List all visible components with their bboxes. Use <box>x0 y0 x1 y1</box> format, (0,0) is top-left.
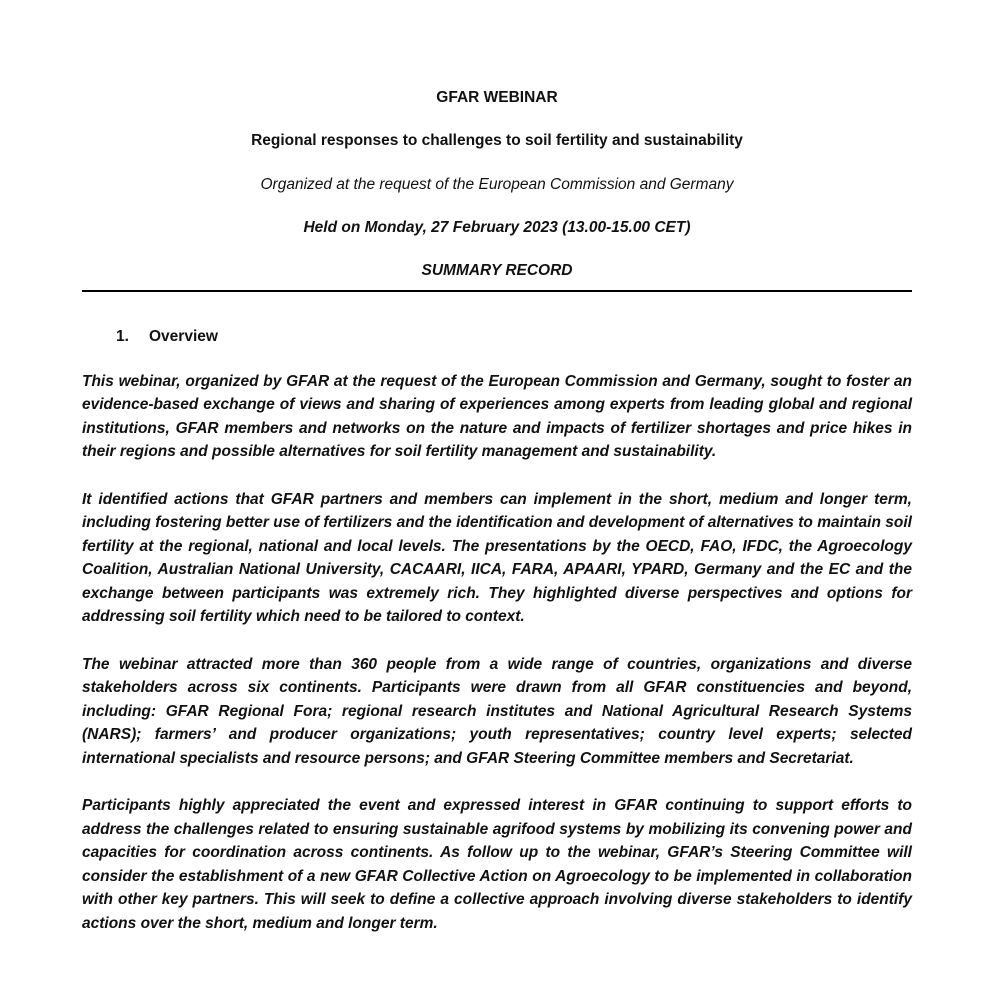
doc-organizer-line: Organized at the request of the European Commission and Germany <box>260 175 734 193</box>
doc-title: GFAR WEBINAR <box>436 89 558 106</box>
section-overview-heading <box>116 328 912 346</box>
paragraph-webinar-purpose: This webinar, organized by GFAR at the request of the European Commission and Germany, sought to foster an evidence-based exchange of views and sharing of experiences among experts from leading global and regional institutions, GFAR members and networks on the nature and impacts of fertilizer shortages and price hikes in their regions and possible alternatives for soil fertility management and sustainability. <box>82 372 912 460</box>
paragraph-attendance: The webinar attracted more than 360 people from a wide range of countries, organizations and diverse stakeholders across six continents. Participants were drawn from all GFAR constituencies and beyond, including: GFAR Regional Fora; regional research institutes and National Agricultural Research Systems (NARS); farmers’ and producer organizations; youth representatives; country level experts; selected international specialists and resource persons; and GFAR Steering Committee members and Secretariat. <box>82 655 912 767</box>
doc-date-line: Held on Monday, 27 February 2023 (13.00-15.00 CET) <box>303 219 691 237</box>
section-title: Overview <box>149 327 218 345</box>
summary-record-heading: SUMMARY RECORD <box>82 262 912 292</box>
paragraph-identified-actions: It identified actions that GFAR partners and members can implement in the short, medium and longer term, including fostering better use of fertilizers and the identification and development of alternatives to maintain soil fertility at the regional, national and local levels. The presentations by the OECD, FAO, IFDC, the Agroecology Coalition, Australian National University, CACAARI, IICA, FARA, APAARI, YPARD, Germany and the EC and the exchange between participants was extremely rich. They highlighted diverse perspectives and options for addressing soil fertility which need to be tailored to context. <box>82 490 912 625</box>
section-number: 1. <box>116 327 129 345</box>
paragraph-followup: Participants highly appreciated the event and expressed interest in GFAR continuing to support efforts to address the challenges related to ensuring sustainable agrifood systems by mobilizing its convening power and capacities for coordination across continents. As follow up to the webinar, GFAR’s Steering Committee will consider the establishment of a new GFAR Collective Action on Agroecology to be implemented in collaboration with other key partners. This will seek to define a collective approach involving diverse stakeholders to identify actions over the short, medium and longer term. <box>82 797 912 932</box>
doc-subtitle: Regional responses to challenges to soil fertility and sustainability <box>251 132 743 150</box>
